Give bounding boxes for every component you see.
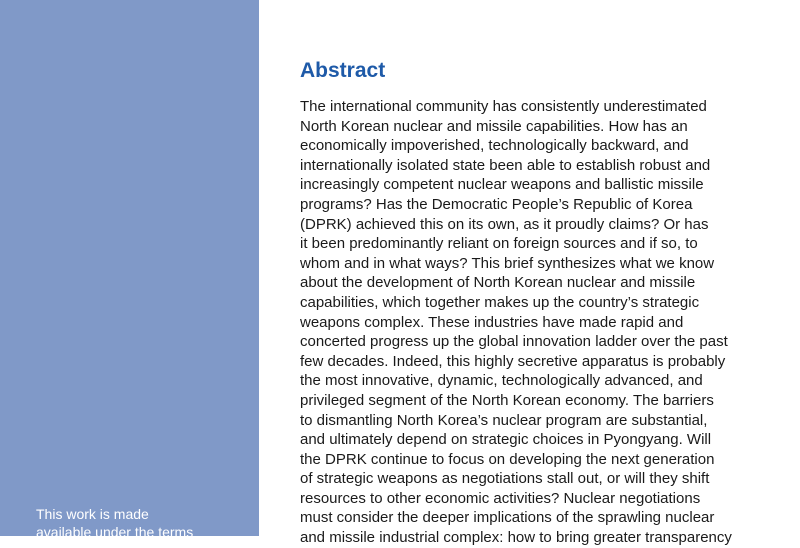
abstract-line: concerted progress up the global innovation ladder over the past xyxy=(300,333,728,351)
abstract-body xyxy=(300,97,780,548)
abstract-line: about the development of North Korean nuclear and missile xyxy=(300,274,696,292)
abstract-line: few decades. Indeed, this highly secretive apparatus is probably xyxy=(300,352,726,370)
abstract-line: economically impoverished, technologically backward, and xyxy=(300,137,689,155)
sidebar-panel xyxy=(0,0,259,540)
abstract-line: North Korean nuclear and missile capabilities. How has an xyxy=(300,117,688,135)
abstract-line: internationally isolated state been able to establish robust and xyxy=(300,156,711,174)
abstract-line: whom and in what ways? This brief synthesizes what we know xyxy=(300,254,715,272)
main-content xyxy=(300,0,780,547)
license-note xyxy=(36,505,236,541)
abstract-line: of strategic weapons as negotiations stall out, or will they shift xyxy=(300,470,710,488)
abstract-line: weapons complex. These industries have made rapid and xyxy=(300,313,684,331)
abstract-line: capabilities, which together makes up the country’s strategic xyxy=(300,293,700,311)
abstract-line: the most innovative, dynamic, technologically advanced, and xyxy=(300,372,703,390)
abstract-line: must consider the deeper implications of the sprawling nuclear xyxy=(300,509,715,527)
abstract-line: privileged segment of the North Korean economy. The barriers xyxy=(300,391,714,409)
abstract-line: the DPRK continue to focus on developing the next generation xyxy=(300,450,715,468)
abstract-line: to dismantling North Korea’s nuclear program are substantial, xyxy=(300,411,708,429)
abstract-line: and ultimately depend on strategic choices in Pyongyang. Will xyxy=(300,431,712,449)
abstract-line: it been predominantly reliant on foreign sources and if so, to xyxy=(300,235,698,253)
abstract-heading: Abstract xyxy=(300,59,386,82)
abstract-line: and missile industrial complex: how to bring greater transparency xyxy=(300,529,732,547)
license-line: This work is made xyxy=(36,506,149,522)
abstract-line: programs? Has the Democratic People’s Republic of Korea xyxy=(300,195,693,213)
abstract-line: (DPRK) achieved this on its own, as it proudly claims? Or has xyxy=(300,215,709,233)
abstract-line: resources to other economic activities? Nuclear negotiations xyxy=(300,489,701,507)
abstract-line: The international community has consistently underestimated xyxy=(300,98,707,115)
abstract-line: increasingly competent nuclear weapons and ballistic missile xyxy=(300,176,704,194)
license-line: available under the terms xyxy=(36,524,194,540)
